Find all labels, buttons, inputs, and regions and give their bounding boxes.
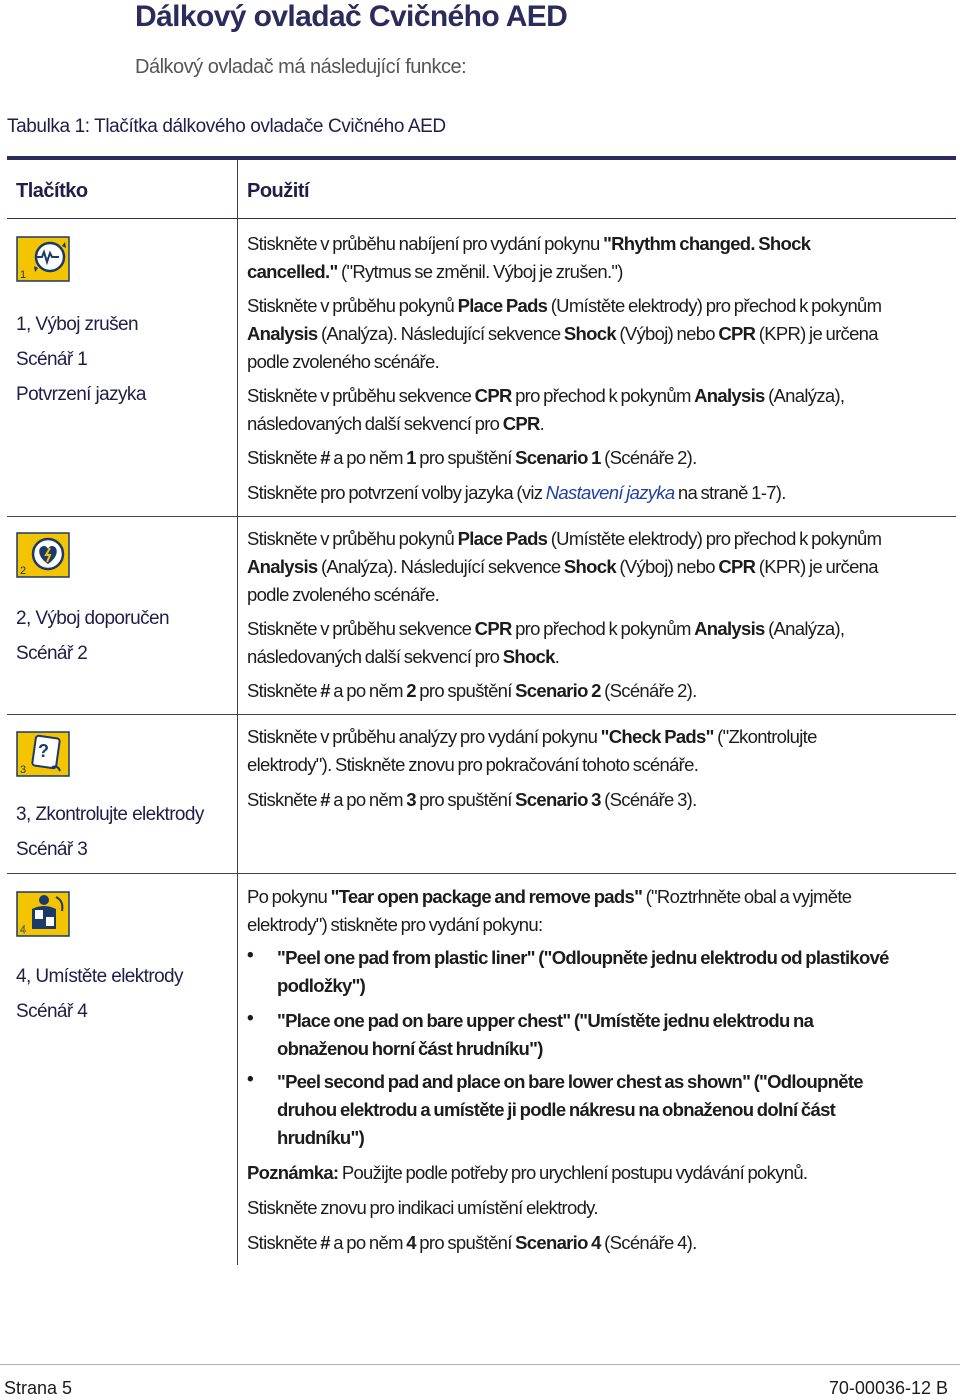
row2-para-2: Stiskněte v průběhu sekvence CPR pro přechod k pokynům Analysis (Analýza), následovaných další sekvencí pro Shock.	[247, 618, 845, 667]
row1-para-5: Stiskněte pro potvrzení volby jazyka (viz Nastavení jazyka na straně 1-7).	[247, 482, 786, 503]
page-number: Strana 5	[4, 1378, 73, 1398]
check-pads-icon	[16, 731, 70, 777]
row1-para-3: Stiskněte v průběhu sekvence CPR pro přechod k pokynům Analysis (Analýza), následovaných další sekvencí pro CPR.	[247, 385, 845, 434]
button-label-4: 4, Umístěte elektrody	[16, 966, 183, 987]
column-header-usage: Použití	[247, 180, 310, 202]
icon-number-1: 1	[20, 269, 27, 281]
row4-para-2: Stiskněte znovu pro indikaci umístění elektrody.	[247, 1197, 598, 1218]
row2-para-3: Stiskněte # a po něm 2 pro spuštění Scenario 2 (Scénáře 2).	[247, 680, 697, 701]
scenario-label-4: Scénář 4	[16, 1001, 88, 1022]
language-confirm-label: Potvrzení jazyka	[16, 384, 146, 405]
bullet-item: "Place one pad on bare upper chest" ("Umístěte jednu elektrodu na obnaženou horní část hrudníku")	[277, 1010, 814, 1059]
scenario-label-1: Scénář 1	[16, 349, 88, 370]
row1-para-2: Stiskněte v průběhu pokynů Place Pads (Umístěte elektrody) pro přechod k pokynům Analysis (Analýza). Následující sekvence Shock (Výboj) nebo CPR (KPR) je určena podle zvoleného scénáře.	[247, 295, 882, 372]
icon-number-4: 4	[20, 924, 27, 936]
icon-number-3: 3	[20, 764, 27, 776]
note	[247, 1159, 959, 1187]
scenario-label-3: Scénář 3	[16, 839, 88, 860]
place-pads-icon	[16, 891, 70, 937]
bullet-marker: •	[247, 1008, 254, 1029]
button-label-3: 3, Zkontrolujte elektrody	[16, 804, 204, 825]
language-settings-link[interactable]: Nastavení jazyka	[545, 482, 675, 503]
table-top-rule	[7, 156, 956, 160]
page-title: Dálkový ovladač Cvičného AED	[135, 0, 568, 33]
row3-para-1: Stiskněte v průběhu analýzy pro vydání pokynu "Check Pads" ("Zkontrolujte elektrody"). Stiskněte znovu pro pokračování tohoto scénáře.	[247, 726, 817, 775]
page-subtitle: Dálkový ovladač má následující funkce:	[135, 56, 467, 78]
row3-para-2: Stiskněte # a po něm 3 pro spuštění Scenario 3 (Scénáře 3).	[247, 789, 697, 810]
row-divider-2	[7, 714, 956, 715]
row4-para-1: Po pokynu "Tear open package and remove pads" ("Roztrhněte obal a vyjměte elektrody") stiskněte pro vydání pokynu:	[247, 886, 852, 935]
svg-text:?: ?	[38, 741, 49, 761]
bullet-marker: •	[247, 945, 254, 966]
button-label-2: 2, Výboj doporučen	[16, 608, 169, 629]
row2-para-1: Stiskněte v průběhu pokynů Place Pads (Umístěte elektrody) pro přechod k pokynům Analysis (Analýza). Následující sekvence Shock (Výboj) nebo CPR (KPR) je určena podle zvoleného scénáře.	[247, 528, 882, 605]
column-header-button: Tlačítko	[16, 180, 88, 202]
note-label: Poznámka:	[247, 1162, 339, 1183]
shock-advised-icon	[16, 532, 70, 578]
footer-rule	[0, 1364, 960, 1365]
icon-number-2: 2	[20, 565, 27, 577]
document-number: 70-00036-12 B	[828, 1378, 948, 1398]
scenario-label-2: Scénář 2	[16, 643, 88, 664]
row-divider-3	[7, 873, 956, 874]
button-label-1: 1, Výboj zrušen	[16, 314, 138, 335]
row1-para-4: Stiskněte # a po něm 1 pro spuštění Scenario 1 (Scénáře 2).	[247, 447, 697, 468]
row1-para-1: Stiskněte v průběhu nabíjení pro vydání pokynu "Rhythm changed. Shock cancelled." ("Rytmus se změnil. Výboj je zrušen.")	[247, 233, 811, 282]
table-caption: Tabulka 1: Tlačítka dálkového ovladače Cvičného AED	[7, 116, 446, 137]
bullet-marker: •	[247, 1069, 254, 1090]
column-divider	[237, 160, 238, 1265]
bullet-item: "Peel second pad and place on bare lower chest as shown" ("Odloupněte druhou elektrodu a umístěte ji podle nákresu na obnaženou dolní část hrudníku")	[277, 1071, 863, 1148]
bullet-item: "Peel one pad from plastic liner" ("Odloupněte jednu elektrodu od plastikové podložky")	[277, 947, 889, 996]
note-text: Použijte podle potřeby pro urychlení postupu vydávání pokynů.	[338, 1162, 808, 1183]
row4-para-3: Stiskněte # a po něm 4 pro spuštění Scenario 4 (Scénáře 4).	[247, 1232, 697, 1253]
header-rule	[7, 218, 956, 219]
rhythm-cancel-icon	[16, 236, 70, 282]
row-divider-1	[7, 516, 956, 517]
